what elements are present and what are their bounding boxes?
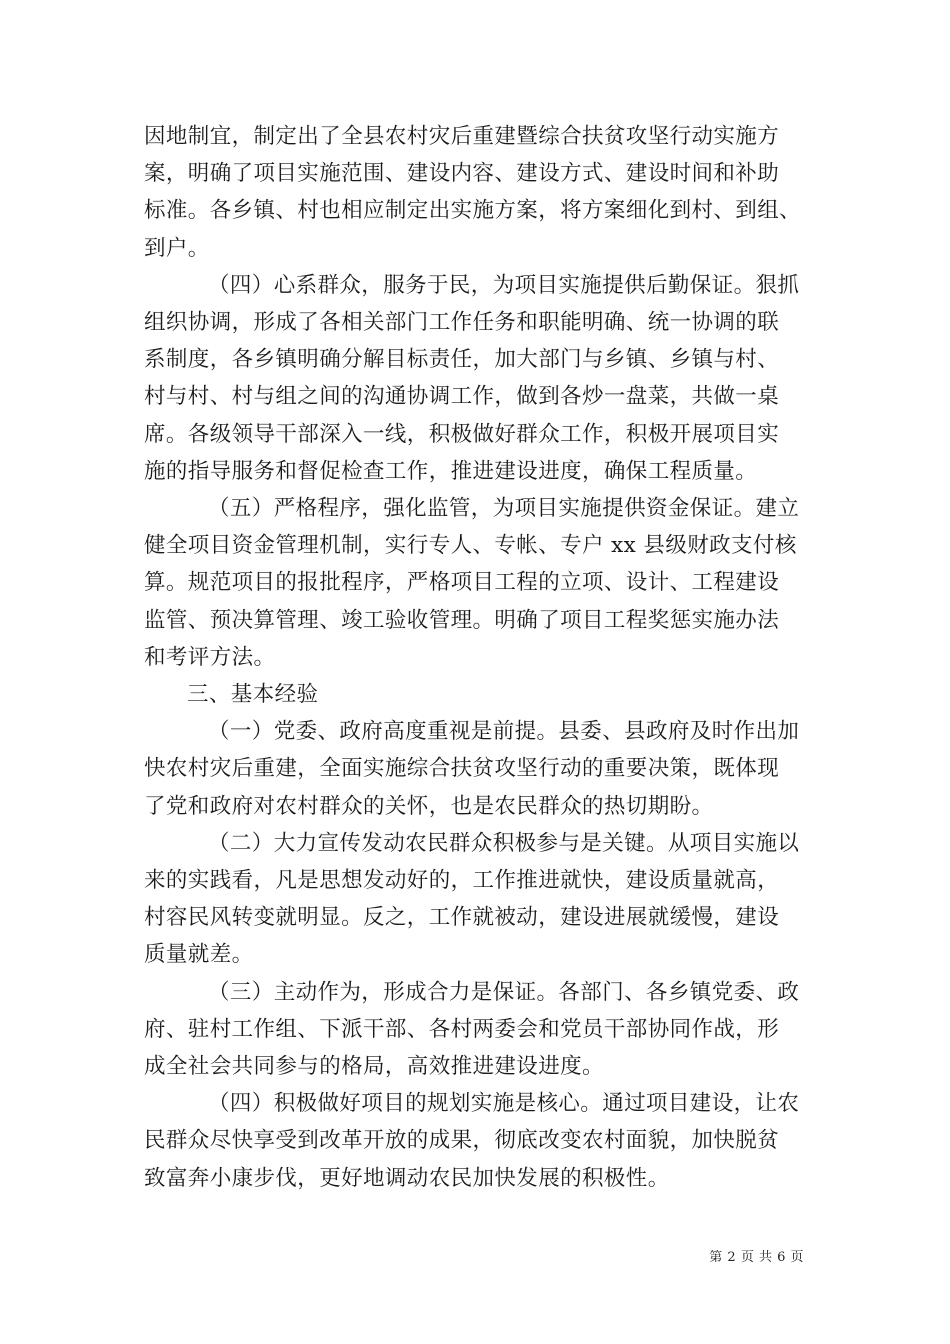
text-line: （五）严格程序，强化监管，为项目实施提供资金保证。建立 (208, 496, 800, 522)
text-line: 标准。各乡镇、村也相应制定出实施方案，将方案细化到村、到组、 (144, 198, 802, 224)
text-line: 府、驻村工作组、下派干部、各村两委会和党员干部协同作战，形 (144, 1016, 780, 1042)
text-line: （三）主动作为，形成合力是保证。各部门、各乡镇党委、政 (208, 979, 800, 1005)
text-line: 监管、预决算管理、竣工验收管理。明确了项目工程奖惩实施办法 (144, 607, 780, 633)
text-line: 村与村、村与组之间的沟通协调工作，做到各炒一盘菜，共做一桌 (144, 384, 780, 410)
text-line: 快农村灾后重建，全面实施综合扶贫攻坚行动的重要决策，既体现 (144, 756, 780, 782)
text-line: 因地制宜，制定出了全县农村灾后重建暨综合扶贫攻坚行动实施方 (144, 124, 780, 149)
paragraph-2 (144, 267, 806, 490)
paragraph-6 (144, 825, 806, 974)
document-body (144, 118, 806, 1197)
text-line: （四）心系群众，服务于民，为项目实施提供后勤保证。狠抓 (208, 272, 800, 298)
text-line: 村容民风转变就明显。反之，工作就被动，建设进展就缓慢，建设 (144, 905, 780, 931)
text-line: 致富奔小康步伐，更好地调动农民加快发展的积极性。 (144, 1165, 670, 1191)
text-line: 组织协调，形成了各相关部门工作任务和职能明确、统一协调的联 (144, 310, 780, 336)
text-line: 系制度，各乡镇明确分解目标责任，加大部门与乡镇、乡镇与村、 (144, 347, 780, 373)
page-number-footer: 第 2 页 共 6 页 (709, 1250, 804, 1265)
text-line: （二）大力宣传发动农民群众积极参与是关键。从项目实施以 (208, 830, 800, 856)
section-heading (144, 676, 806, 713)
text-line: （四）积极做好项目的规划实施是核心。通过项目建设，让农 (208, 1091, 800, 1117)
text-line: 了党和政府对农村群众的关怀，也是农民群众的热切期盼。 (144, 793, 714, 819)
text-line: （一）党委、政府高度重视是前提。县委、县政府及时作出加 (208, 719, 800, 745)
text-line: 和考评方法。 (144, 644, 276, 670)
text-line: 施的指导服务和督促检查工作，推进建设进度，确保工程质量。 (144, 458, 758, 484)
text-line: 来的实践看，凡是思想发动好的，工作推进就快，建设质量就高， (144, 868, 780, 894)
text-line: 健全项目资金管理机制，实行专人、专帐、专户 xx 县级财政支付核 (144, 533, 797, 559)
paragraph-7 (144, 974, 806, 1086)
text-line: 成全社会共同参与的格局，高效推进建设进度。 (144, 1054, 604, 1080)
paragraph-5 (144, 713, 806, 825)
paragraph-8 (144, 1085, 806, 1197)
text-line: 案，明确了项目实施范围、建设内容、建设方式、建设时间和补助 (144, 161, 780, 187)
paragraph-3 (144, 490, 806, 676)
text-line: 席。各级领导干部深入一线，积极做好群众工作，积极开展项目实 (144, 421, 780, 447)
text-line: 到户。 (144, 235, 210, 261)
text-line: 民群众尽快享受到改革开放的成果，彻底改变农村面貌，加快脱贫 (144, 1128, 780, 1154)
text-line: 质量就差。 (144, 942, 254, 968)
paragraph-1 (144, 118, 806, 267)
heading-line: 三、基本经验 (187, 682, 319, 708)
text-line: 算。规范项目的报批程序，严格项目工程的立项、设计、工程建设 (144, 570, 780, 596)
